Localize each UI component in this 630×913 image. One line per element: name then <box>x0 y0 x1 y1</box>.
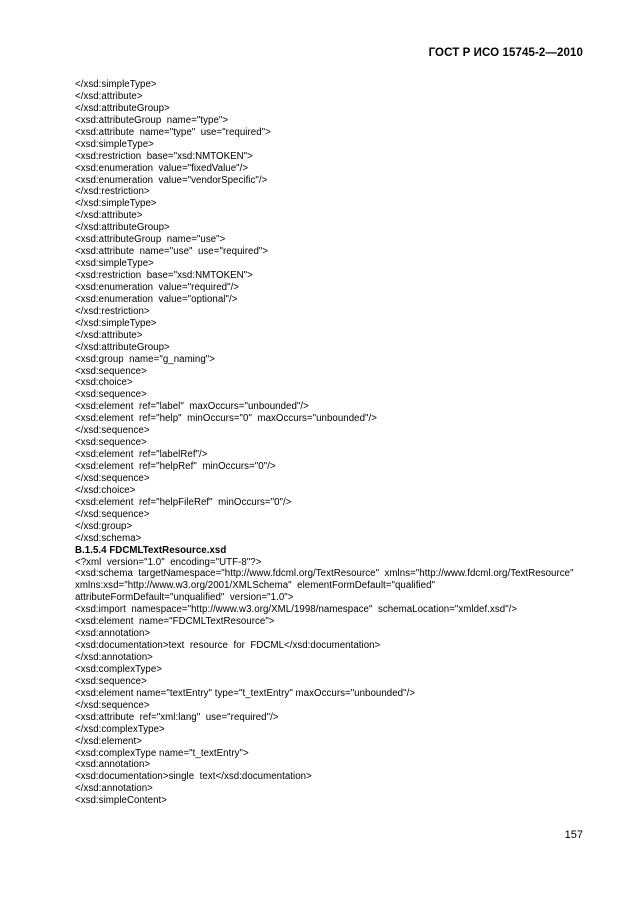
code-line: </xsd:choice> <box>75 484 136 496</box>
code-line: <xsd:element ref="helpRef" minOccurs="0"/> <box>75 461 276 472</box>
code-line: </xsd:sequence> <box>75 508 150 520</box>
code-line: <xsd:import namespace="http://www.w3.org/XML/1998/namespace" schemaLocation="xmldef.xsd"/> <box>75 604 518 616</box>
code-line: </xsd:annotation> <box>75 783 153 795</box>
code-line: <xsd:element name="textEntry" type="t_textEntry" maxOccurs="unbounded"/> <box>75 687 416 699</box>
code-line: <xsd:restriction base="xsd:NMTOKEN"> <box>75 150 253 162</box>
code-line: <xsd:annotation> <box>75 759 151 771</box>
code-line: </xsd:group> <box>75 520 133 532</box>
code-line: <xsd:choice> <box>75 377 133 389</box>
code-line: <xsd:attributeGroup name="type"> <box>75 114 229 126</box>
page-number: 157 <box>564 829 583 841</box>
code-line: <xsd:simpleType> <box>75 258 154 270</box>
code-line: <?xml version="1.0" encoding="UTF-8"?> <box>75 556 262 568</box>
code-line: </xsd:simpleType> <box>75 79 157 90</box>
code-line: <xsd:enumeration value="fixedValue"/> <box>75 162 249 174</box>
code-line: </xsd:restriction> <box>75 305 150 317</box>
code-line: <xsd:restriction base="xsd:NMTOKEN"> <box>75 270 253 281</box>
code-line: </xsd:attributeGroup> <box>75 341 170 353</box>
code-line: </xsd:attributeGroup> <box>75 102 170 114</box>
code-line: </xsd:attributeGroup> <box>75 222 170 234</box>
code-line: <xsd:attribute ref="xml:lang" use="required"/> <box>75 711 279 723</box>
code-line: <xsd:element name="FDCMLTextResource"> <box>75 616 275 628</box>
code-line: <xsd:sequence> <box>75 389 147 401</box>
code-line: </xsd:restriction> <box>75 186 150 198</box>
code-line: <xsd:sequence> <box>75 365 147 377</box>
code-line: </xsd:element> <box>75 735 142 747</box>
standard-header: ГОСТ Р ИСО 15745-2—2010 <box>428 47 583 59</box>
code-line: attributeFormDefault="unqualified" version="1.0"> <box>75 592 294 604</box>
code-line: <xsd:enumeration value="required"/> <box>75 281 240 293</box>
code-line: <xsd:simpleContent> <box>75 795 167 807</box>
code-line: </xsd:sequence> <box>75 699 150 711</box>
code-line: <xsd:schema targetNamespace="http://www.fdcml.org/TextResource" xmlns="http://www.fdcml.org/TextResource" <box>75 568 574 580</box>
code-line: <xsd:documentation>single text</xsd:documentation> <box>75 771 312 783</box>
section-heading: B.1.5.4 FDCMLTextResource.xsd <box>75 544 227 556</box>
code-line: <xsd:enumeration value="optional"/> <box>75 293 238 305</box>
code-line: </xsd:simpleType> <box>75 317 157 329</box>
code-line: </xsd:attribute> <box>75 329 143 341</box>
code-line: <xsd:complexType name="t_textEntry"> <box>75 747 249 759</box>
code-line: <xsd:simpleType> <box>75 138 154 150</box>
code-line: </xsd:attribute> <box>75 210 143 222</box>
code-line: <xsd:annotation> <box>75 628 151 640</box>
code-line: </xsd:sequence> <box>75 472 150 484</box>
code-line: <xsd:element ref="label" maxOccurs="unbounded"/> <box>75 401 309 413</box>
code-line: </xsd:simpleType> <box>75 198 157 210</box>
code-line: </xsd:attribute> <box>75 90 143 102</box>
code-line: </xsd:annotation> <box>75 652 153 663</box>
code-line: </xsd:schema> <box>75 532 142 544</box>
code-line: <xsd:attributeGroup name="use"> <box>75 234 226 246</box>
code-line: <xsd:documentation>text resource for FDCML</xsd:documentation> <box>75 640 381 652</box>
code-line: <xsd:group name="g_naming"> <box>75 353 215 365</box>
code-line: </xsd:complexType> <box>75 723 165 735</box>
code-line: <xsd:attribute name="type" use="required"> <box>75 126 271 138</box>
code-line: <xsd:sequence> <box>75 675 147 687</box>
code-line: <xsd:attribute name="use" use="required"> <box>75 246 269 258</box>
code-line: <xsd:sequence> <box>75 437 147 449</box>
code-line: <xsd:complexType> <box>75 663 163 675</box>
code-line: <xsd:element ref="helpFileRef" minOccurs="0"/> <box>75 496 292 508</box>
code-line: <xsd:element ref="labelRef"/> <box>75 449 208 461</box>
code-line: <xsd:enumeration value="vendorSpecific"/> <box>75 174 268 186</box>
code-line: <xsd:element ref="help" minOccurs="0" maxOccurs="unbounded"/> <box>75 413 377 425</box>
code-line: </xsd:sequence> <box>75 425 150 437</box>
code-line: xmlns:xsd="http://www.w3.org/2001/XMLSchema" elementFormDefault="qualified" <box>75 580 436 592</box>
xsd-code-listing <box>75 79 595 807</box>
